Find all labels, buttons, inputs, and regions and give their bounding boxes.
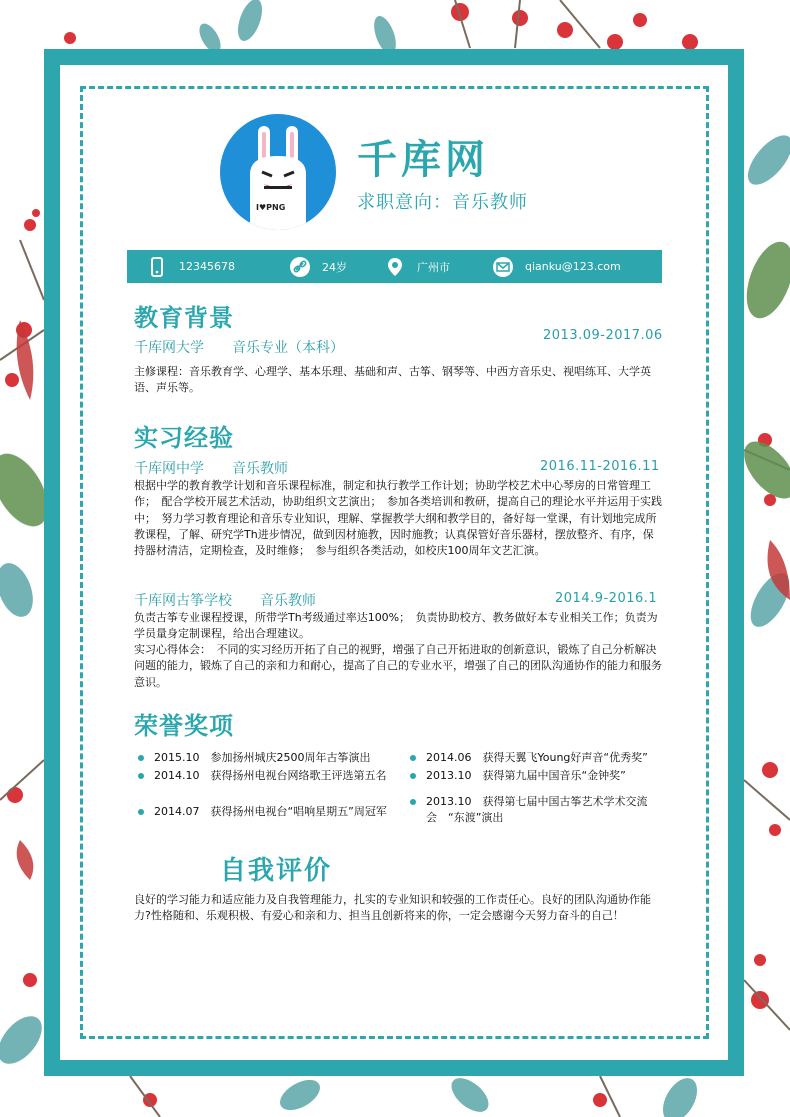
award-text: 2015.10 参加扬州城庆2500周年古筝演出 [154, 751, 371, 764]
city-item [385, 250, 450, 283]
education-heading: 教育背景 [134, 304, 234, 332]
location-icon [385, 257, 405, 277]
self-evaluation-text: 良好的学习能力和适应能力及自我管理能力，扎实的专业知识和较强的工作责任心。良好的团队沟通协作能力?性格随和、乐观积极、有爱心和亲和力、担当且创新将来的你，一定会感谢今天努力奋斗的自己！ [134, 893, 651, 923]
bullet-icon [410, 755, 416, 761]
city-value: 广州市 [417, 260, 450, 274]
age-value: 24岁 [322, 260, 347, 274]
job-1-title: 千库网中学 音乐教师 [134, 461, 288, 477]
avatar-label: I♥PNG [256, 203, 286, 212]
phone-value: 12345678 [179, 260, 235, 273]
award-text: 2013.10 获得第七届中国古筝艺术学术交流会 “东渡”演出 [426, 795, 648, 824]
job-1-description: 根据中学的教育教学计划和音乐课程标准，制定和执行教学工作计划；协助学校艺术中心琴房的日常管理工作； 配合学校开展艺术活动，协助组织文艺演出； 参加各类培训和教研，提高自己的理论水平并运用于实践中； 努力学习教育理论和音乐专业知识，理解、掌握教学大纲和教学目的，备好每一堂课，有计划地完成所教课程，了解、研究学Th进步情况，做到因材施教，因时施教；认真保管好音乐器材，摆放整齐、有序，保持器材清洁，定期检查，及时维修； 参与组织各类活动，如校庆100周年文艺汇演。 [134, 479, 662, 558]
job-2-date: 2014.9-2016.1 [555, 591, 658, 606]
job-intention: 求职意向：音乐教师 [357, 192, 528, 213]
award-text: 2014.06 获得天翼飞Young好声音“优秀奖” [426, 751, 648, 764]
email-item [493, 250, 621, 283]
job-1-date: 2016.11-2016.11 [540, 459, 660, 474]
award-item [410, 768, 676, 784]
job-2-title: 千库网古筝学校 音乐教师 [134, 593, 316, 609]
phone-icon [147, 257, 167, 277]
bullet-icon [410, 773, 416, 779]
award-item [138, 768, 394, 784]
award-text: 2013.10 获得第九届中国音乐“金钟奖” [426, 769, 626, 782]
education-school: 千库网大学 音乐专业（本科） [134, 340, 344, 356]
bullet-icon [138, 809, 144, 815]
email-value: qianku@123.com [525, 260, 621, 273]
bullet-icon [138, 755, 144, 761]
education-date: 2013.09-2017.06 [543, 328, 663, 343]
contact-bar [127, 250, 662, 283]
award-text: 2014.07 获得扬州电视台“唱响星期五”周冠军 [154, 805, 387, 818]
job-2-description: 负责古筝专业课程授课，所带学Th考级通过率达100%； 负责协助校方、教务做好本专业相关工作；负责为学员量身定制课程，给出合理建议。 [134, 611, 658, 641]
award-item [138, 804, 394, 820]
bullet-icon [138, 773, 144, 779]
mail-icon [493, 257, 513, 277]
job-2-reflection: 实习心得体会： 不同的实习经历开拓了自己的视野，增强了自己开拓进取的创新意识，锻炼了自己分析解决问题的能力，锻炼了自己的亲和力和耐心，提高了自己的专业水平，增强了自己的团队沟通协作的能力和服务意识。 [134, 643, 662, 689]
bunny-avatar-icon [220, 114, 336, 230]
link-icon [290, 257, 310, 277]
award-text: 2014.10 获得扬州电视台网络歌王评选第五名 [154, 769, 387, 782]
self-evaluation-heading: 自我评价 [220, 856, 333, 886]
education-courses: 主修课程：音乐教育学、心理学、基本乐理、基础和声、古筝、钢琴等、中西方音乐史、视唱练耳、大学英语、声乐等。 [134, 365, 651, 395]
award-item [410, 794, 676, 826]
age-item [290, 250, 347, 283]
awards-heading: 荣誉奖项 [134, 712, 234, 740]
award-item [410, 750, 676, 766]
bullet-icon [410, 799, 416, 805]
phone-item [147, 250, 235, 283]
award-item [138, 750, 394, 766]
internship-heading: 实习经验 [134, 424, 234, 452]
candidate-name: 千库网 [357, 137, 489, 183]
avatar [220, 114, 336, 230]
